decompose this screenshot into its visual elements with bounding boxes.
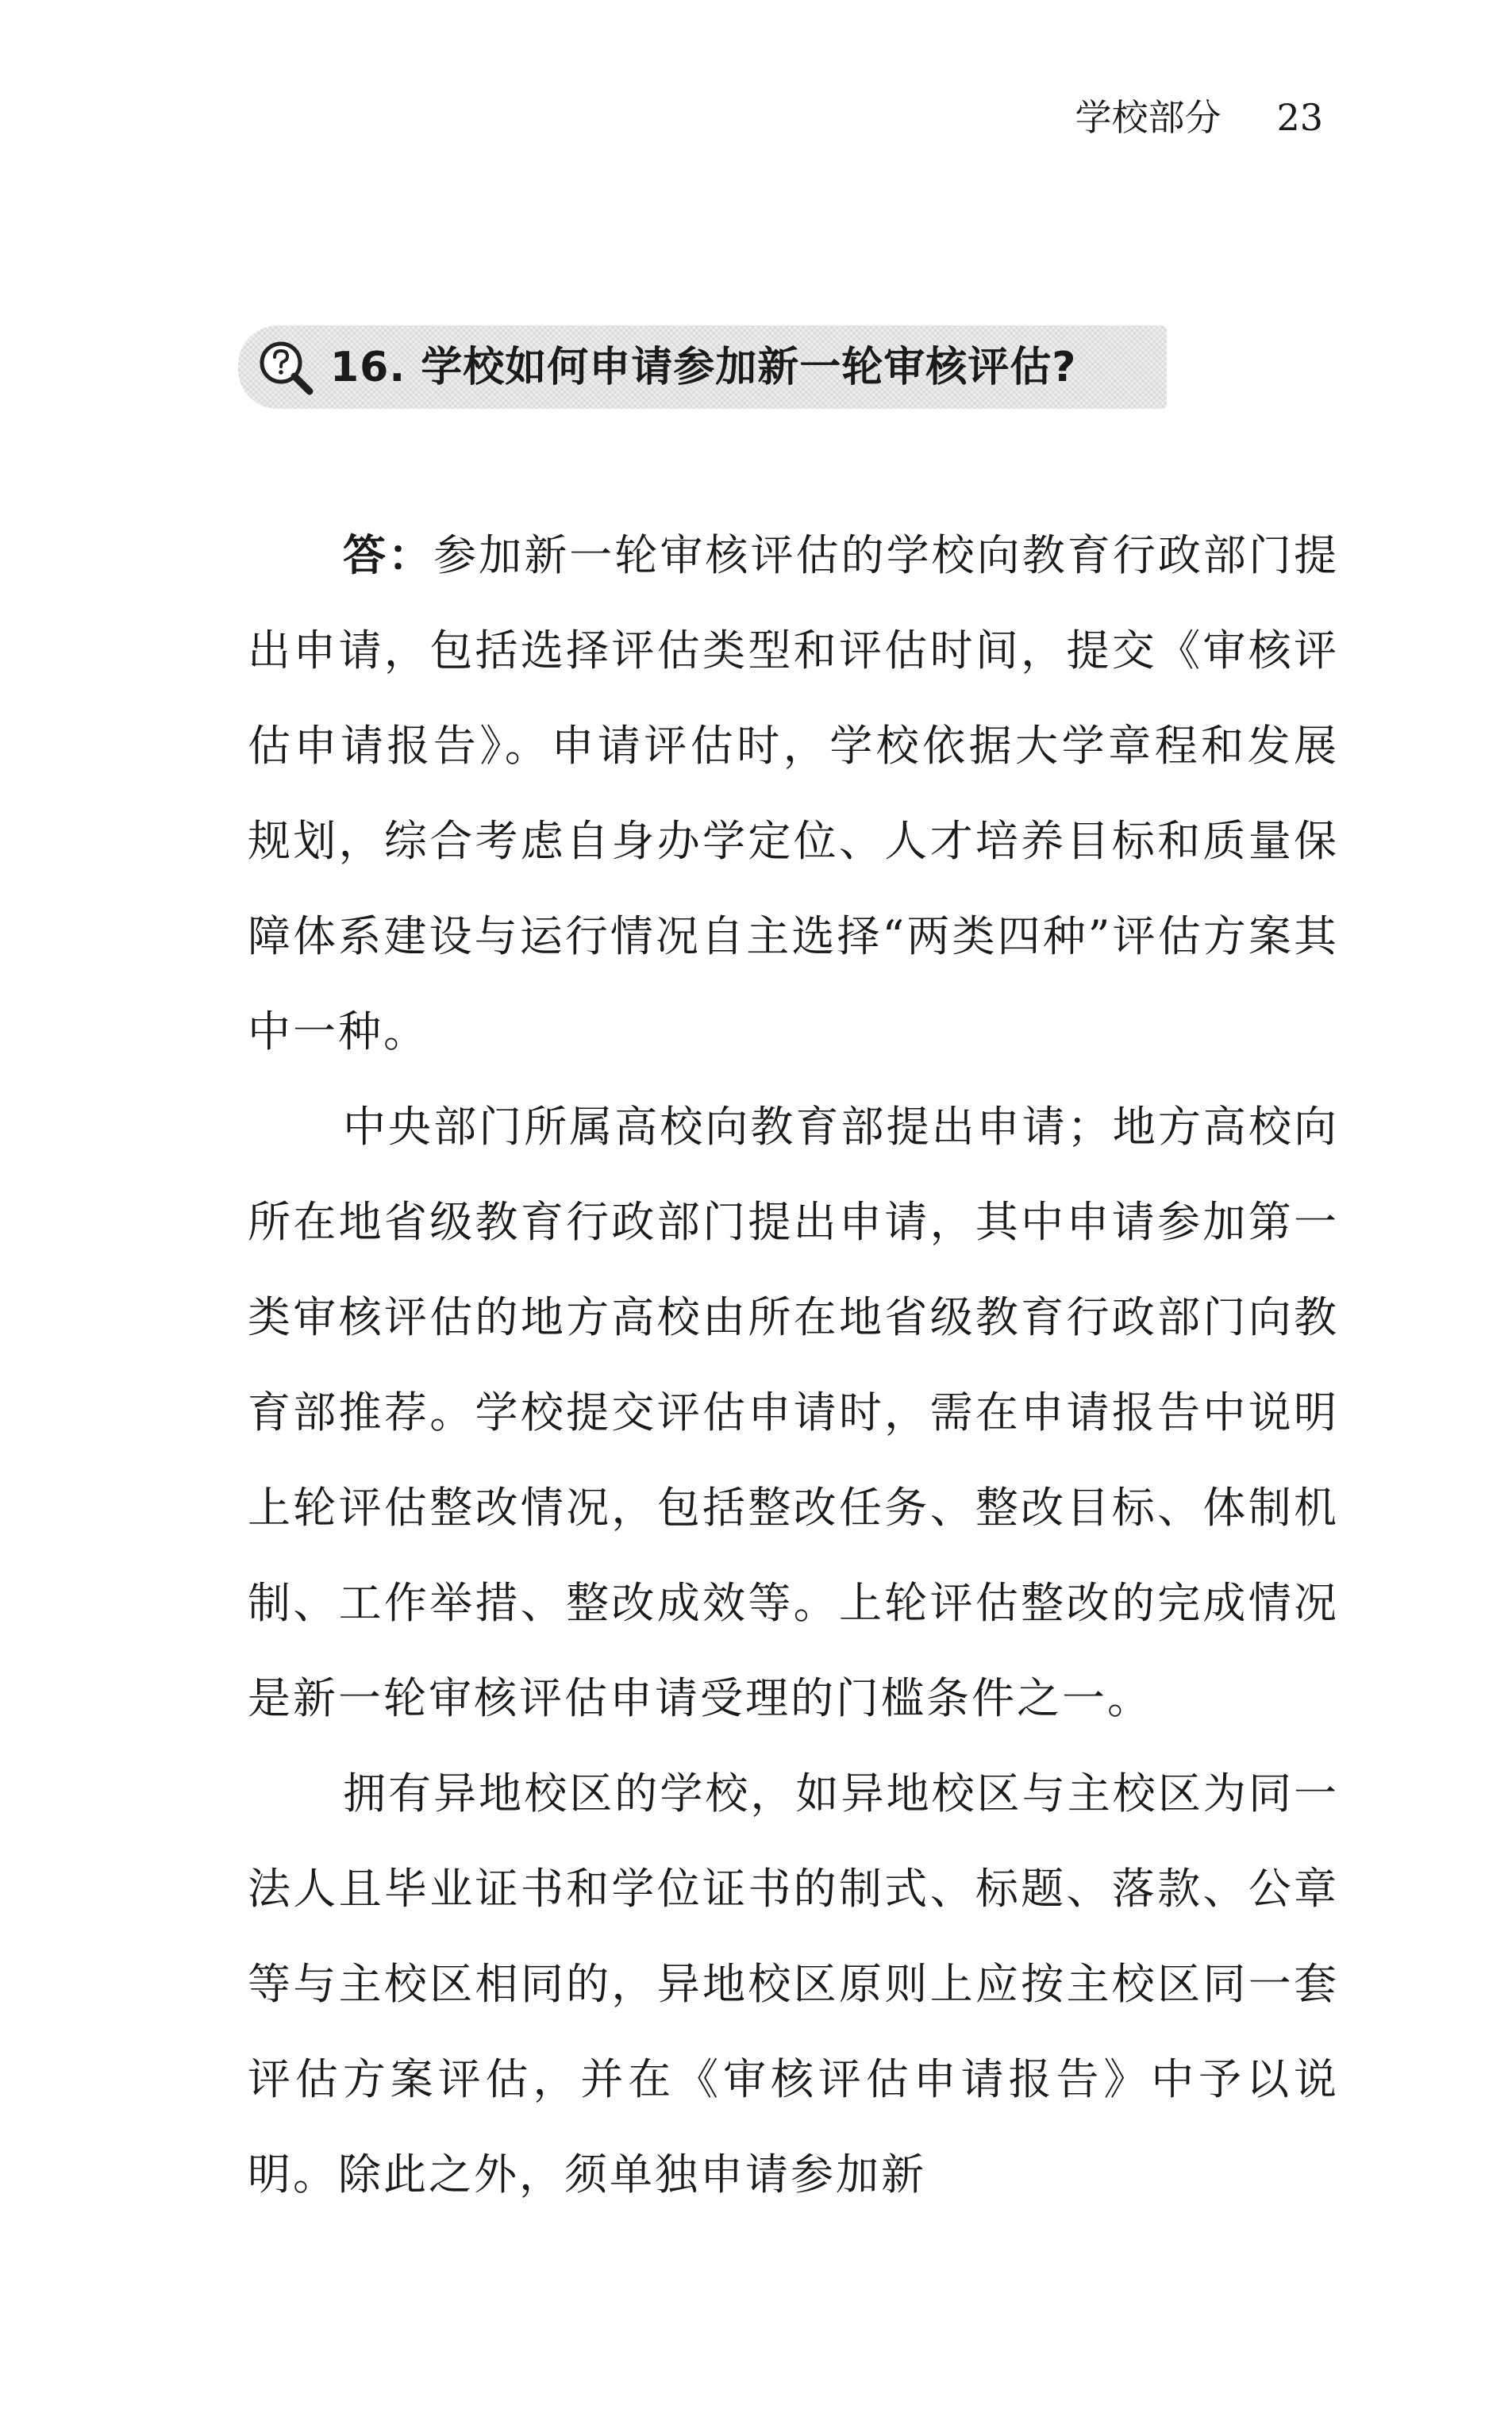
question-search-icon: [256, 337, 316, 398]
answer-body: [248, 508, 1339, 2222]
question-title: 16. 学校如何申请参加新一轮审核评估?: [330, 343, 1077, 391]
answer-label: 答：: [343, 530, 434, 580]
paragraph: 拥有异地校区的学校，如异地校区与主校区为同一法人且毕业证书和学位证书的制式、标题、落款、公章等与主校区相同的，异地校区原则上应按主校区同一套评估方案评估，并在《审核评估申请报告》中予以说明。除此之外，须单独申请参加新: [248, 1768, 1339, 2199]
running-head: [1075, 94, 1323, 141]
section-title: 学校部分: [1075, 96, 1222, 139]
paragraph: 中央部门所属高校向教育部提出申请；地方高校向所在地省级教育行政部门提出申请，其中申请参加第一类审核评估的地方高校由所在地省级教育行政部门向教育部推荐。学校提交评估申请时，需在申请报告中说明上轮评估整改情况，包括整改任务、整改目标、体制机制、工作举措、整改成效等。上轮评估整改的完成情况是新一轮审核评估申请受理的门槛条件之一。: [248, 1102, 1339, 1723]
page-number: 23: [1276, 96, 1323, 139]
question-heading: [238, 325, 1167, 409]
paragraph: [248, 508, 1339, 1079]
paragraph-text: 参加新一轮审核评估的学校向教育行政部门提出申请，包括选择评估类型和评估时间，提交《审核评估申请报告》。申请评估时，学校依据大学章程和发展规划，综合考虑自身办学定位、人才培养目标和质量保障体系建设与运行情况自主选择“两类四种”评估方案其中一种。: [248, 530, 1340, 1056]
